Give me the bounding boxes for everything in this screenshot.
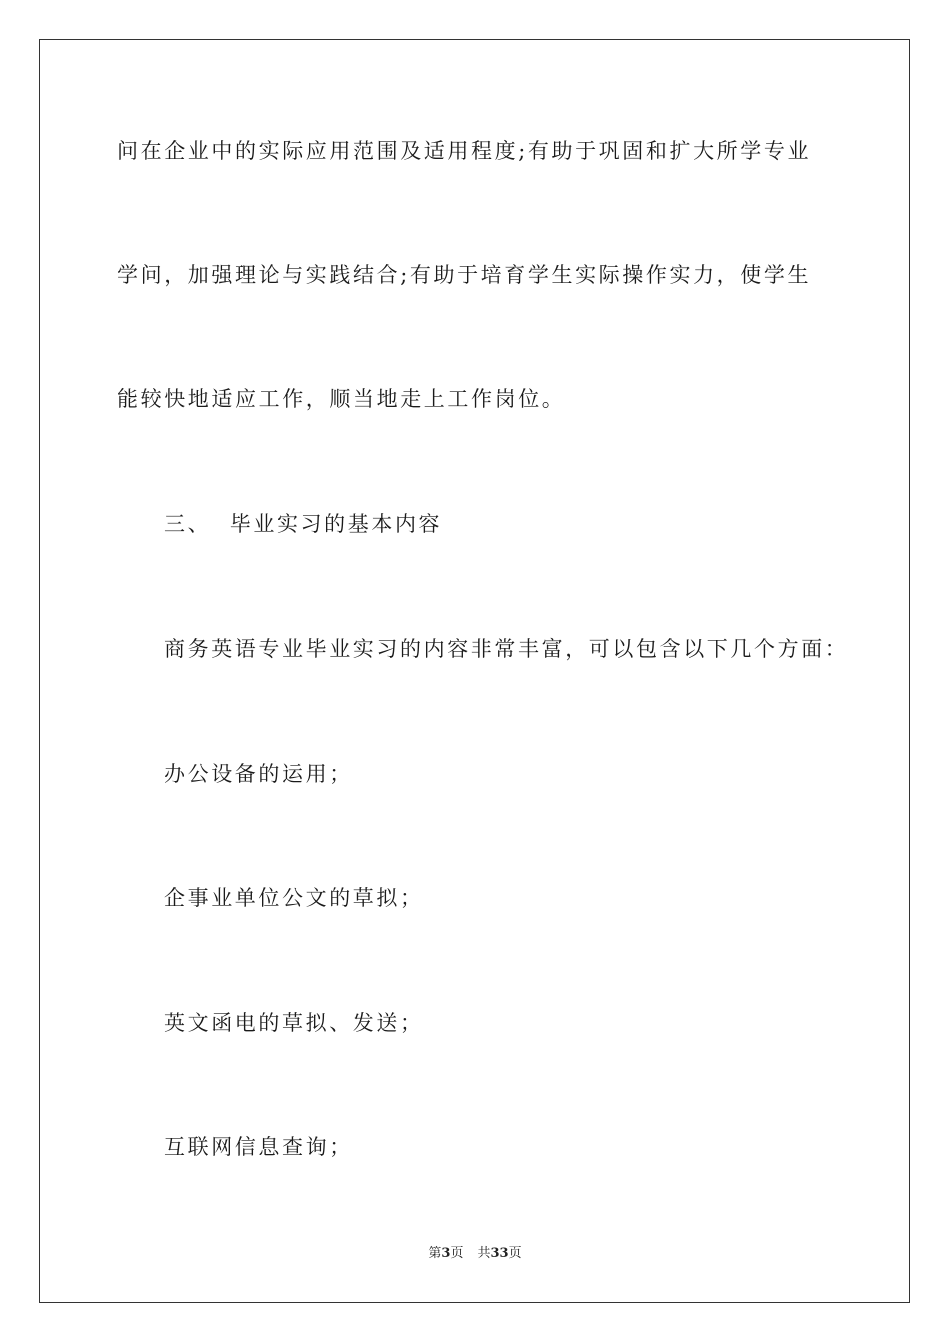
footer-page-suffix: 页: [450, 1246, 464, 1261]
section-heading: 三、 毕业实习的基本内容: [164, 512, 443, 536]
list-item: 办公设备的运用；: [164, 762, 353, 786]
footer-page-prefix: 第: [428, 1246, 442, 1261]
body-line-2: 学问，加强理论与实践结合;有助于培育学生实际操作实力，使学生: [117, 263, 812, 287]
footer-page-number: 3: [441, 1246, 451, 1261]
body-line-1: 问在企业中的实际应用范围及适用程度;有助于巩固和扩大所学专业: [117, 139, 812, 163]
footer-total-pages: 33: [490, 1246, 509, 1261]
intro-paragraph: 商务英语专业毕业实习的内容非常丰富，可以包含以下几个方面：: [164, 637, 849, 661]
body-line-3: 能较快地适应工作，顺当地走上工作岗位。: [117, 387, 566, 411]
list-item: 英文函电的草拟、发送；: [164, 1011, 424, 1035]
page-border: [39, 39, 910, 1303]
list-item: 企事业单位公文的草拟；: [164, 886, 424, 910]
page-footer: [0, 1245, 950, 1263]
footer-total-prefix: 共: [477, 1246, 491, 1261]
list-item: 互联网信息查询；: [164, 1135, 353, 1159]
footer-total-suffix: 页: [508, 1246, 522, 1261]
